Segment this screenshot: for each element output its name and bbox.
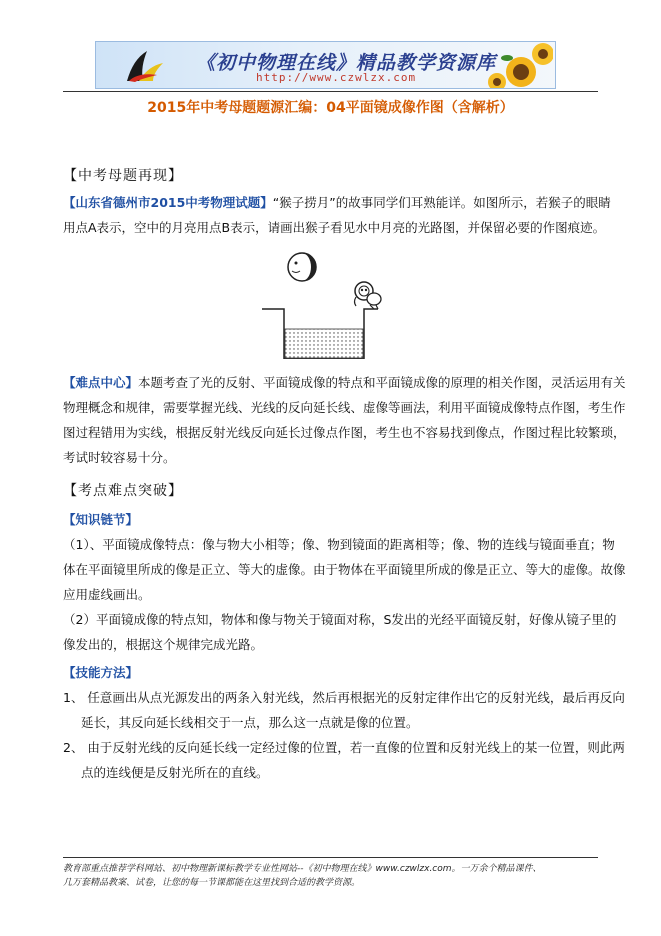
banner-title: 《初中物理在线》精品教学资源库	[196, 52, 497, 74]
knowledge-p2-line-1: （2）平面镜成像的特点知，物体和像与物关于镜面对称，S发出的光经平面镜反射，好像从镜子里的	[63, 612, 617, 627]
knowledge-p1-line-3: 应用虚线画出。	[63, 587, 151, 602]
monkey-icon	[355, 282, 382, 309]
analysis-line-3: 图过程错用为实线，根据反射光线反向延长过像点作图，考生也不容易找到像点，作图过程比较繁琐，	[63, 425, 626, 440]
banner-url[interactable]: http://www.czwlzx.com	[256, 71, 417, 84]
method-item-2-line-2: 点的连线便是反射光所在的直线。	[81, 765, 269, 780]
site-logo-icon	[123, 47, 167, 83]
knowledge-tag: 【知识链节】	[63, 512, 139, 527]
question-line-2: 用点A表示，空中的月亮用点B表示，请画出猴子看见水中月亮的光路图，并保留必要的作图痕迹。	[63, 220, 606, 235]
header-rule	[63, 91, 598, 92]
moon-icon	[288, 253, 316, 281]
knowledge-p1-line-1: （1）、平面镜成像特点：像与物大小相等；像、物到镜面的距离相等；像、物的连线与镜面垂直；物	[63, 537, 615, 552]
analysis-line-4: 考试时较容易十分。	[63, 450, 176, 465]
question-paragraph	[63, 190, 611, 240]
analysis-paragraph	[63, 370, 626, 470]
method-tag: 【技能方法】	[63, 665, 139, 680]
section-heading-breakthrough: 【考点难点突破】	[63, 483, 183, 499]
document-title: 2015年中考母题题源汇编：04平面镜成像作图（含解析）	[147, 100, 514, 116]
analysis-tag: 【难点中心】	[63, 375, 139, 390]
monkey-moon-figure	[260, 247, 390, 359]
footer-rule	[63, 857, 598, 858]
question-text-1: “猴子捞月”的故事同学们耳熟能详。如图所示，若猴子的眼睛	[272, 195, 611, 210]
question-line-1	[63, 190, 611, 215]
header-banner	[95, 41, 556, 89]
method-item-1-line-1: 1、 任意画出从点光源发出的两条入射光线，然后再根据光的反射定律作出它的反射光线，最后再反向	[63, 690, 625, 705]
sunflower-icon	[483, 42, 553, 88]
analysis-text-1: 本题考查了光的反射、平面镜成像的特点和平面镜成像的原理的相关作图，灵活运用有关	[138, 375, 626, 390]
section-heading-mother-question: 【中考母题再现】	[63, 168, 183, 184]
knowledge-p1-line-2: 体在平面镜里所成的像是正立、等大的虚像。由于物体在平面镜里所成的像是正立、等大的虚像。故像	[63, 562, 626, 577]
analysis-line-1	[63, 370, 626, 395]
knowledge-block	[63, 507, 626, 657]
method-item-2-line-1: 2、 由于反射光线的反向延长线一定经过像的位置，若一直像的位置和反射光线上的某一位置，则此两	[63, 740, 625, 755]
question-source-tag: 【山东省德州市2015中考物理试题】	[63, 195, 273, 210]
method-item-1-line-2: 延长，其反向延长线相交于一点，那么这一点就是像的位置。	[81, 715, 419, 730]
footer-line-1: 教育部重点推荐学科网站、初中物理新课标教学专业性网站--《初中物理在线》www.czwlzx.com。一万余个精品课件、	[63, 864, 542, 874]
footer-line-2: 几万套精品教案、试卷，让您的每一节课都能在这里找到合适的教学资源。	[63, 878, 361, 888]
knowledge-p2-line-2: 像发出的，根据这个规律完成光路。	[63, 637, 264, 652]
page-footer	[63, 862, 542, 890]
analysis-line-2: 物理概念和规律，需要掌握光线、光线的反向延长线、虚像等画法，利用平面镜成像特点作图，考生作	[63, 400, 626, 415]
water-surface	[285, 329, 363, 358]
method-block	[63, 660, 625, 785]
